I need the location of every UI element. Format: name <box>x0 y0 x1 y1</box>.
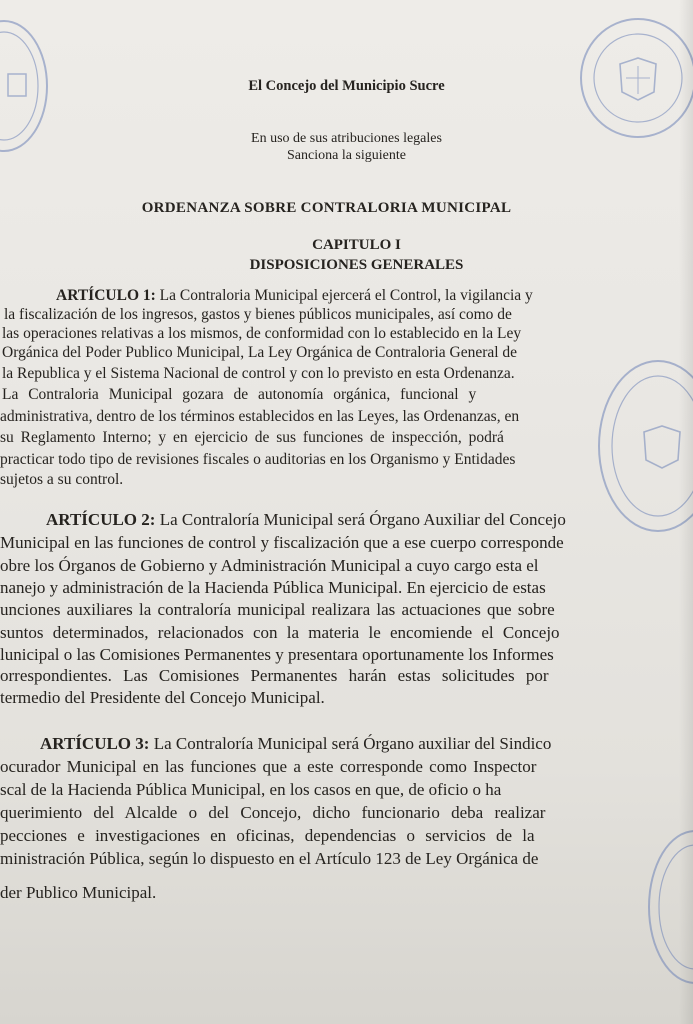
article-1-line: practicar todo tipo de revisiones fiscales o auditorias en los Organismo y Entidades <box>0 451 516 468</box>
article-2-line: Municipal en las funciones de control y fiscalización que a ese cuerpo corresponde <box>0 533 564 552</box>
chapter-number: CAPITULO I <box>312 237 401 253</box>
article-2-line: obre los Órganos de Gobierno y Administración Municipal a cuyo cargo esta el <box>0 556 539 575</box>
article-3-heading: ARTÍCULO 3: <box>40 734 150 753</box>
article-3-line: ministración Pública, según lo dispuesto en el Artículo 123 de Ley Orgánica de <box>0 849 539 868</box>
article-2-line: nanejo y administración de la Hacienda Pública Municipal. En ejercicio de estas <box>0 578 546 597</box>
article-2-heading: ARTÍCULO 2: <box>46 510 156 529</box>
council-title: El Concejo del Municipio Sucre <box>248 78 445 94</box>
chapter-title: DISPOSICIONES GENERALES <box>249 257 464 273</box>
article-3-line: La Contraloría Municipal será Órgano auxiliar del Sindico <box>149 734 552 753</box>
preamble-line-2: Sanciona la siguiente <box>287 148 406 163</box>
article-1-line: la fiscalización de los ingresos, gastos y bienes públicos municipales, así como de <box>4 306 512 323</box>
article-1-line: las operaciones relativas a los mismos, de conformidad con lo establecido en la Ley <box>2 325 522 342</box>
article-2-line: La Contraloría Municipal será Órgano Auxiliar del Concejo <box>155 510 566 529</box>
article-2-line: lunicipal o las Comisiones Permanentes y presentara oportunamente los Informes <box>0 645 554 664</box>
article-1-line: La Contraloria Municipal gozara de autonomía orgánica, funcional y <box>2 386 477 403</box>
article-3-line: querimiento del Alcalde o del Concejo, dicho funcionario deba realizar <box>0 803 546 822</box>
article-1-line: la Republica y el Sistema Nacional de control y con lo previsto en esta Ordenanza. <box>2 365 515 382</box>
article-1-heading: ARTÍCULO 1: <box>56 287 156 304</box>
article-1-line: La Contraloria Municipal ejercerá el Control, la vigilancia y <box>155 287 533 304</box>
article-1-line: su Reglamento Interno; y en ejercicio de sus funciones de inspección, podrá <box>0 429 504 446</box>
article-1-line: administrativa, dentro de los términos establecidos en las Leyes, las Ordenanzas, en <box>0 408 520 425</box>
article-3-line: ocurador Municipal en las funciones que a este corresponde como Inspector <box>0 757 537 776</box>
article-3-line: scal de la Hacienda Pública Municipal, en los casos en que, de oficio o ha <box>0 780 502 799</box>
article-2-line: suntos determinados, relacionados con la materia le encomiende el Concejo <box>0 623 560 642</box>
article-3-line: pecciones e investigaciones en oficinas, dependencias o servicios de la <box>0 826 535 845</box>
article-1-line: sujetos a su control. <box>0 471 124 488</box>
article-2-line: termedio del Presidente del Concejo Municipal. <box>0 688 325 707</box>
preamble-line-1: En uso de sus atribuciones legales <box>251 131 442 146</box>
page-edge-shadow <box>679 0 693 1024</box>
article-1-line: Orgánica del Poder Publico Municipal, La Ley Orgánica de Contraloria General de <box>2 344 518 361</box>
article-2-line: orrespondientes. Las Comisiones Permanentes harán estas solicitudes por <box>0 666 549 685</box>
ordinance-title: ORDENANZA SOBRE CONTRALORIA MUNICIPAL <box>141 200 512 216</box>
article-2-line: unciones auxiliares la contraloría municipal realizara las actuaciones que sobre <box>0 600 555 619</box>
article-3-line: der Publico Municipal. <box>0 883 157 902</box>
